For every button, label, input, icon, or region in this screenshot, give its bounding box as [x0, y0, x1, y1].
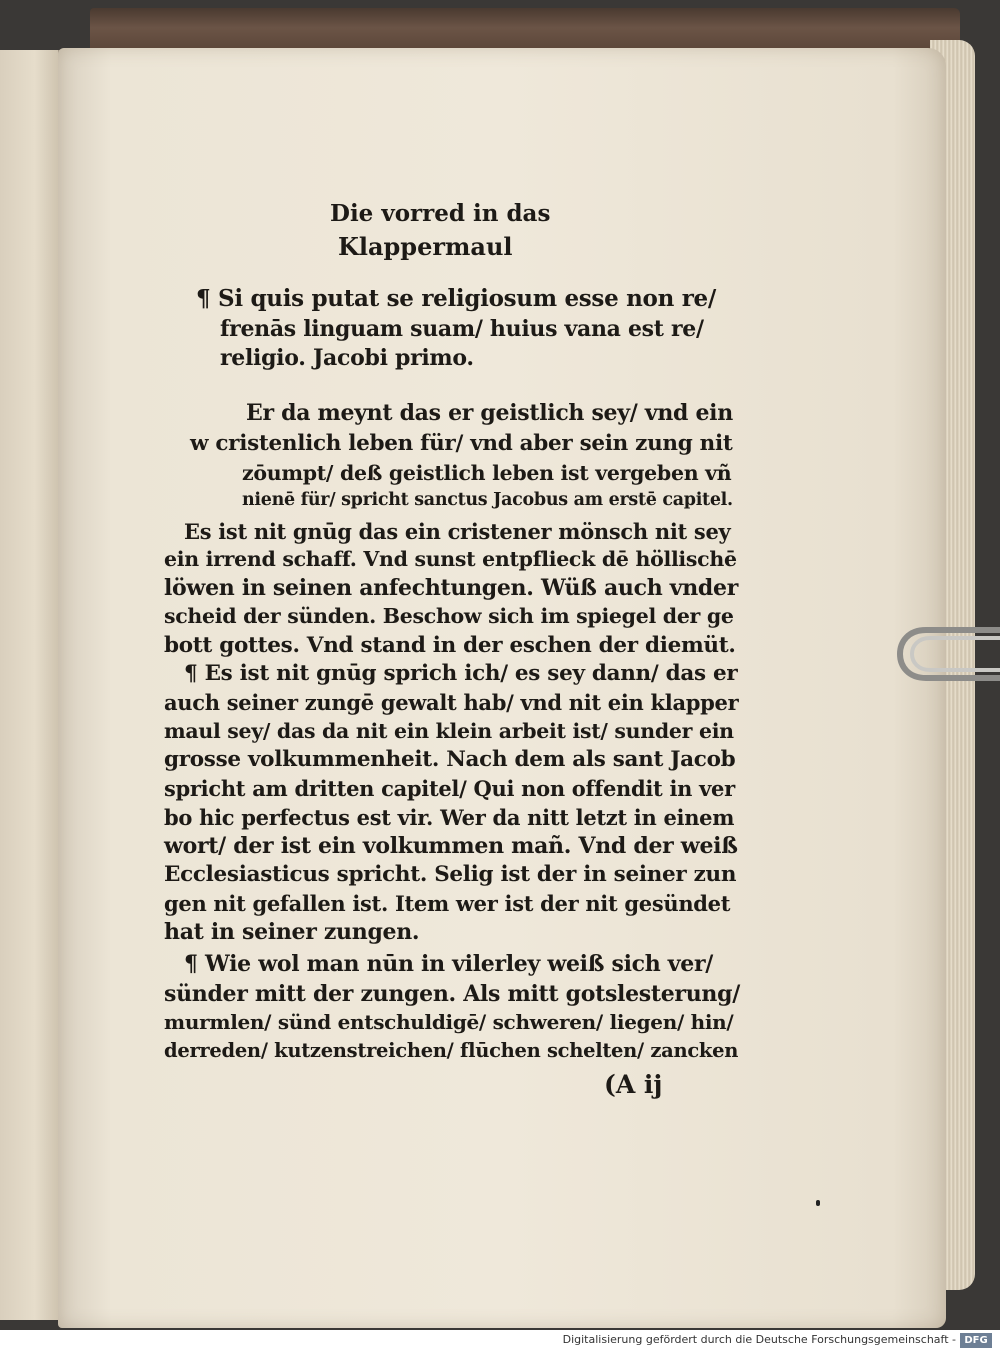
text-line: bo hic perfectus est vir. Wer da nitt letzt in einem: [164, 805, 735, 830]
heading-line-1: Die vorred in das: [330, 200, 551, 227]
text-line: spricht am dritten capitel/ Qui non offendit in ver: [164, 776, 735, 801]
text-line: nienē für/ spricht sanctus Jacobus am erstē capitel.: [242, 490, 733, 510]
dfg-logo-icon: DFG: [960, 1333, 992, 1348]
text-line: scheid der sünden. Beschow sich im spiegel der ge: [164, 604, 734, 628]
text-line: gen nit gefallen ist. Item wer ist der nit gesündet: [164, 891, 731, 916]
text-line: bott gottes. Vnd stand in der eschen der diemüt.: [164, 633, 736, 658]
text-line: Er da meynt das er geistlich sey/ vnd ein: [246, 400, 733, 426]
text-line: wort/ der ist ein volkummen mañ. Vnd der weiß: [164, 833, 738, 859]
signature-mark: (A ij: [604, 1070, 663, 1099]
text-line: ¶ Wie wol man nūn in vilerley weiß sich ver/: [184, 951, 714, 977]
funding-notice: Digitalisierung gefördert durch die Deutsche Forschungsgemeinschaft -: [562, 1333, 956, 1346]
text-line: religio. Jacobi primo.: [220, 345, 474, 371]
text-line: ein irrend schaff. Vnd sunst entpflieck dē höllischē: [164, 547, 737, 571]
text-line: ¶ Es ist nit gnūg sprich ich/ es sey dann/ das er: [184, 661, 738, 686]
text-line: maul sey/ das da nit ein klein arbeit ist/ sunder ein: [164, 719, 734, 743]
text-line: hat in seiner zungen.: [164, 919, 420, 945]
ink-speck: [816, 1200, 820, 1206]
text-line: frenās linguam suam/ huius vana est re/: [220, 316, 704, 342]
text-line: Es ist nit gnūg das ein cristener mönsch nit sey: [184, 519, 731, 544]
text-line: löwen in seinen anfechtungen. Wüß auch vnder: [164, 575, 739, 601]
text-line: Ecclesiasticus spricht. Selig ist der in seiner zun: [164, 862, 737, 887]
text-line: ¶ Si quis putat se religiosum esse non re/: [196, 285, 716, 312]
text-line: grosse volkummenheit. Nach dem als sant Jacob: [164, 747, 736, 772]
text-line: w cristenlich leben für/ vnd aber sein zung nit: [190, 431, 733, 456]
heading-line-2: Klappermaul: [338, 232, 513, 261]
text-line: derreden/ kutzenstreichen/ flūchen schelten/ zancken: [164, 1039, 739, 1062]
paper-clip-icon: [896, 618, 1000, 690]
text-line: murmlen/ sünd entschuldigē/ schweren/ liegen/ hin/: [164, 1010, 734, 1034]
book-spine-top: [90, 8, 960, 52]
text-line: sünder mitt der zungen. Als mitt gotslesterung/: [164, 981, 740, 1007]
text-line: auch seiner zungē gewalt hab/ vnd nit ein klapper: [164, 690, 739, 715]
left-page-edge: [0, 50, 60, 1320]
text-line: zōumpt/ deß geistlich leben ist vergeben vñ: [242, 461, 732, 485]
footer-bar: [0, 1330, 1000, 1352]
